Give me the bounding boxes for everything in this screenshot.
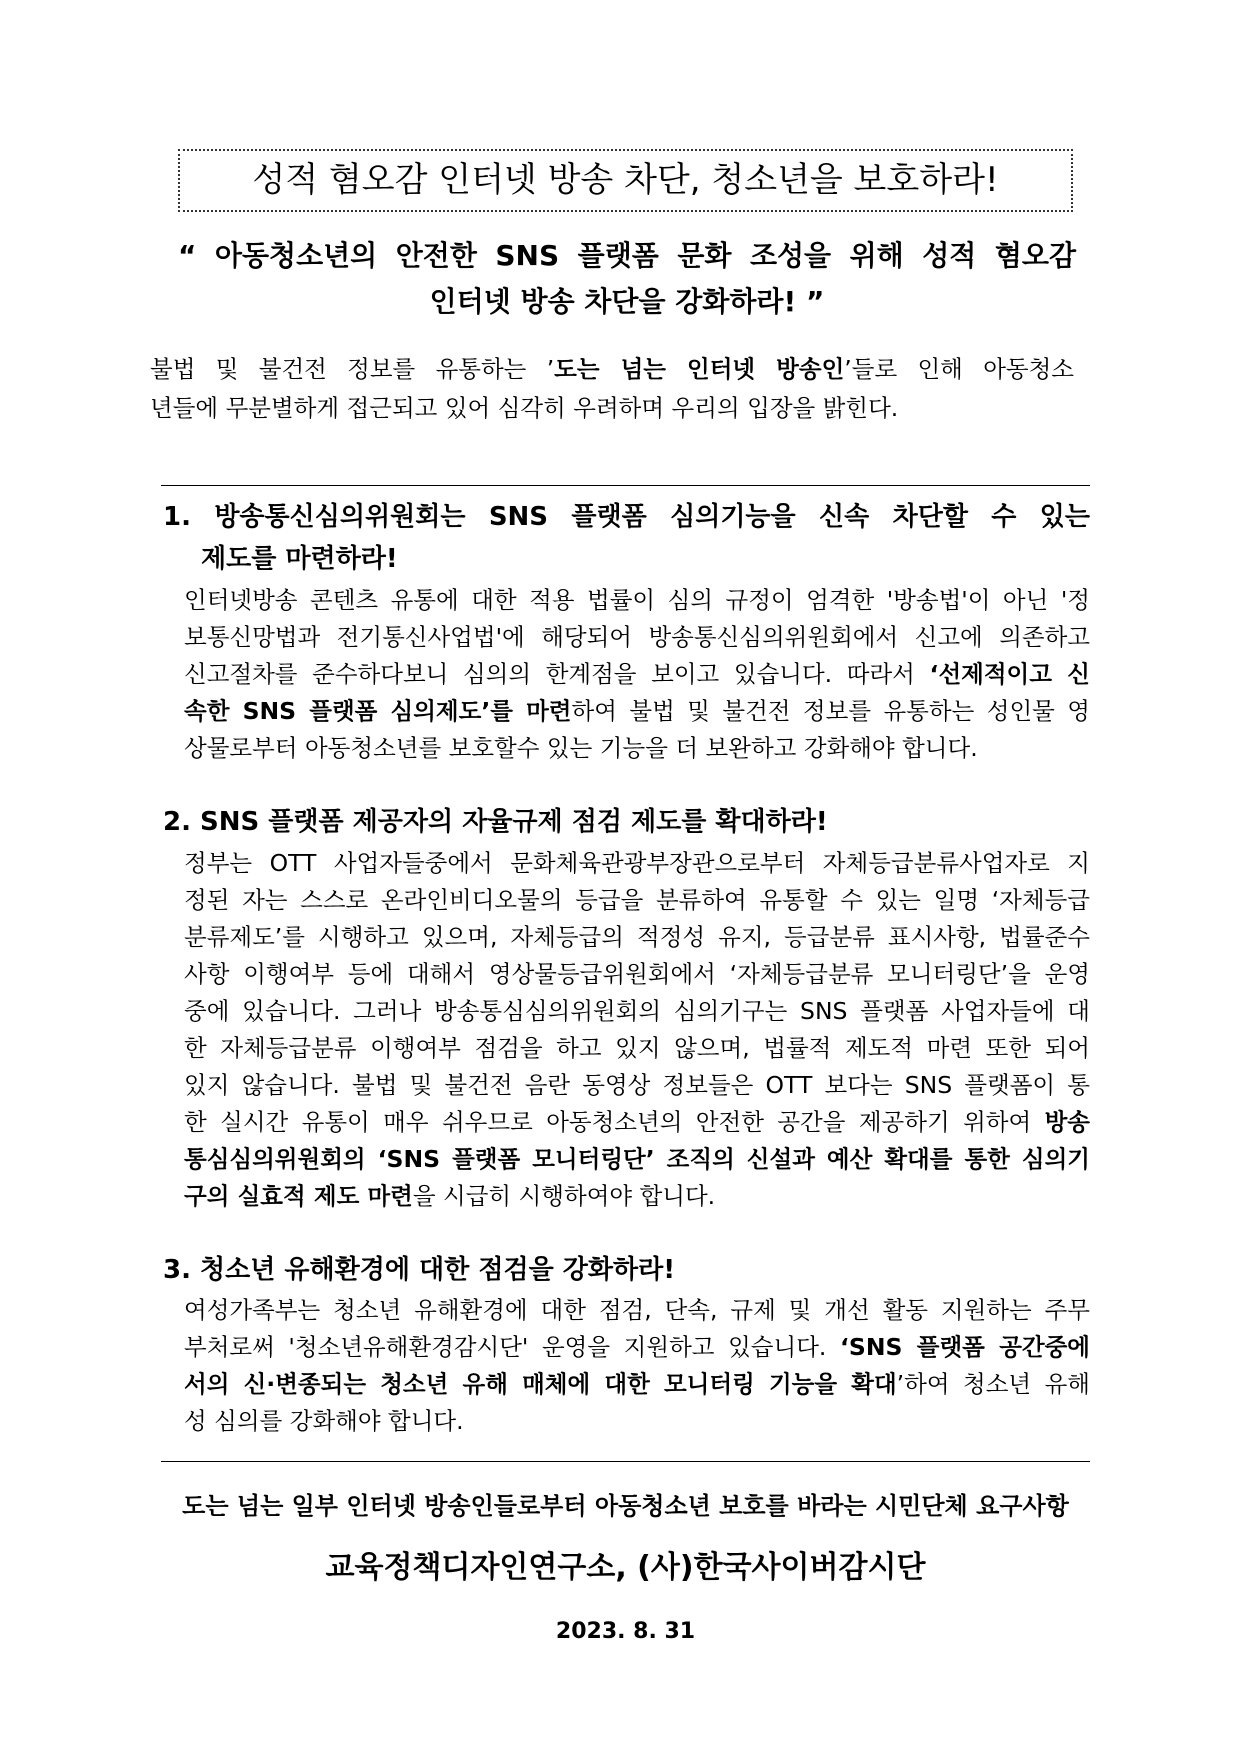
page-title: 성적 혐오감 인터넷 방송 차단, 청소년을 보호하라! <box>252 160 999 200</box>
text-run: 한 실시간 유통이 매우 쉬우므로 아동청소년의 안전한 공간을 제공하기 위하여 <box>184 1108 1045 1136</box>
text-run: 정된 자는 스스로 온라인비디오물의 등급을 분류하여 유통할 수 있는 일명 ‘자체등급 <box>184 886 1090 914</box>
bottom-divider <box>161 1461 1090 1462</box>
text-run: 사항 이행여부 등에 대해서 영상물등급위원회에서 ‘자체등급분류 모니터링단’을 운영 <box>184 960 1090 988</box>
section-body-line <box>184 1329 1090 1366</box>
section-body-line <box>184 919 1090 956</box>
section-heading-line: 2. SNS 플랫폼 제공자의 자율규제 점검 제도를 확대하라! <box>163 807 828 837</box>
section-2-heading <box>163 801 1090 843</box>
text-run: 상물로부터 아동청소년를 보호할수 있는 기능을 더 보완하고 강화해야 합니다. <box>184 734 978 762</box>
section-body-line <box>184 845 1090 882</box>
text-run: 여성가족부는 청소년 유해환경에 대한 점검, 단속, 규제 및 개선 활동 지원하는 주무 <box>184 1296 1090 1324</box>
text-run: 분류제도’를 시행하고 있으며, 자체등급의 적정성 유지, 등급분류 표시사항, 법률준수 <box>184 923 1090 951</box>
section-body-line <box>184 1141 1090 1178</box>
bold-text-run: 방송 <box>1044 1108 1090 1136</box>
section-body-line <box>184 1403 1090 1440</box>
section-body-line <box>184 1292 1090 1329</box>
section-body-line <box>184 693 1090 730</box>
section-2-body <box>184 845 1090 1215</box>
top-divider <box>161 485 1090 486</box>
section-heading-line: 제도를 마련하라! <box>201 544 398 574</box>
section-body-line <box>184 582 1090 619</box>
bold-text-run: 통심심의위원회의 ‘SNS 플랫폼 모니터링단’ 조직의 신설과 예산 확대를 통한 심의기 <box>184 1145 1090 1173</box>
text-run: 부처로써 '청소년유해환경감시단' 운영을 지원하고 있습니다. <box>184 1333 840 1361</box>
bold-text-run: 서의 신·변종되는 청소년 유해 매체에 대한 모니터링 기능을 확대 <box>184 1370 897 1398</box>
text-run: 한 자체등급분류 이행여부 점검을 하고 있지 않으며, 법률적 제도적 마련 또한 되어 <box>184 1034 1090 1062</box>
text-run: 을 시급히 시행하여야 합니다. <box>412 1182 716 1210</box>
bold-text-run: ‘SNS 플랫폼 공간중에 <box>840 1333 1091 1361</box>
subtitle-line: 인터넷 방송 차단을 강화하라! ” <box>429 285 825 318</box>
section-body-line <box>184 882 1090 919</box>
text-run: 있지 않습니다. 불법 및 불건전 음란 동영상 정보들은 OTT 보다는 SNS 플랫폼이 통 <box>184 1071 1090 1099</box>
text-run: 인터넷방송 콘텐츠 유통에 대한 적용 법률이 심의 규정이 엄격한 '방송법'이 아닌 '정 <box>184 586 1090 614</box>
text-run: 하여 불법 및 불건전 정보를 유통하는 성인물 영 <box>571 697 1090 725</box>
bold-text-run: ‘선제적이고 신 <box>929 660 1090 688</box>
section-1-body <box>184 582 1090 767</box>
section-body-line <box>184 1067 1090 1104</box>
intro-paragraph <box>150 350 1074 428</box>
bold-text-run: 속한 SNS 플랫폼 심의제도’를 마련 <box>184 697 572 725</box>
demand-statement: 도는 넘는 일부 인터넷 방송인들로부터 아동청소년 보호를 바라는 시민단체 요구사항 <box>182 1492 1069 1520</box>
organizations: 교육정책디자인연구소, (사)한국사이버감시단 <box>325 1550 926 1585</box>
text-run: 년들에 무분별하게 접근되고 있어 심각히 우려하며 우리의 입장을 밝힌다. <box>150 394 899 422</box>
text-run: 중에 있습니다. 그러나 방송통심심의위원회의 심의기구는 SNS 플랫폼 사업자들에 대 <box>184 997 1090 1025</box>
text-run: 정부는 OTT 사업자들중에서 문화체육관광부장관으로부터 자체등급분류사업자로 지 <box>184 849 1090 877</box>
title-box <box>178 149 1073 212</box>
text-run: 성 심의를 강화해야 합니다. <box>184 1407 464 1435</box>
section-body-line <box>184 1104 1090 1141</box>
section-body-line <box>184 619 1090 656</box>
section-body-line <box>184 730 1090 767</box>
section-body-line <box>184 993 1090 1030</box>
section-body-line <box>184 656 1090 693</box>
subtitle <box>178 233 1076 325</box>
text-run: ’하여 청소년 유해 <box>896 1370 1090 1398</box>
intro-line <box>150 389 1074 428</box>
subtitle-line: “ 아동청소년의 안전한 SNS 플랫폼 문화 조성을 위해 성적 혐오감 <box>178 239 1076 272</box>
bold-text-run: 도는 넘는 인터넷 방송인 <box>554 355 845 383</box>
section-3-body <box>184 1292 1090 1440</box>
text-run: 보통신망법과 전기통신사업법'에 해당되어 방송통신심의위원회에서 신고에 의존하고 <box>184 623 1090 651</box>
bold-text-run: 구의 실효적 제도 마련 <box>184 1182 413 1210</box>
section-1-heading <box>163 496 1090 580</box>
section-3-heading <box>163 1249 1090 1291</box>
text-run: ’들로 인해 아동청소 <box>844 355 1074 383</box>
section-body-line <box>184 956 1090 993</box>
date: 2023. 8. 31 <box>555 1619 696 1644</box>
section-body-line <box>184 1178 1090 1215</box>
section-heading-line: 1. 방송통신심의위원회는 SNS 플랫폼 심의기능을 신속 차단할 수 있는 <box>163 502 1090 532</box>
section-body-line <box>184 1366 1090 1403</box>
text-run: 신고절차를 준수하다보니 심의의 한계점을 보이고 있습니다. 따라서 <box>184 660 930 688</box>
section-heading-line: 3. 청소년 유해환경에 대한 점검을 강화하라! <box>163 1255 676 1285</box>
text-run: 불법 및 불건전 정보를 유통하는 ’ <box>150 355 555 383</box>
intro-line <box>150 350 1074 389</box>
section-body-line <box>184 1030 1090 1067</box>
